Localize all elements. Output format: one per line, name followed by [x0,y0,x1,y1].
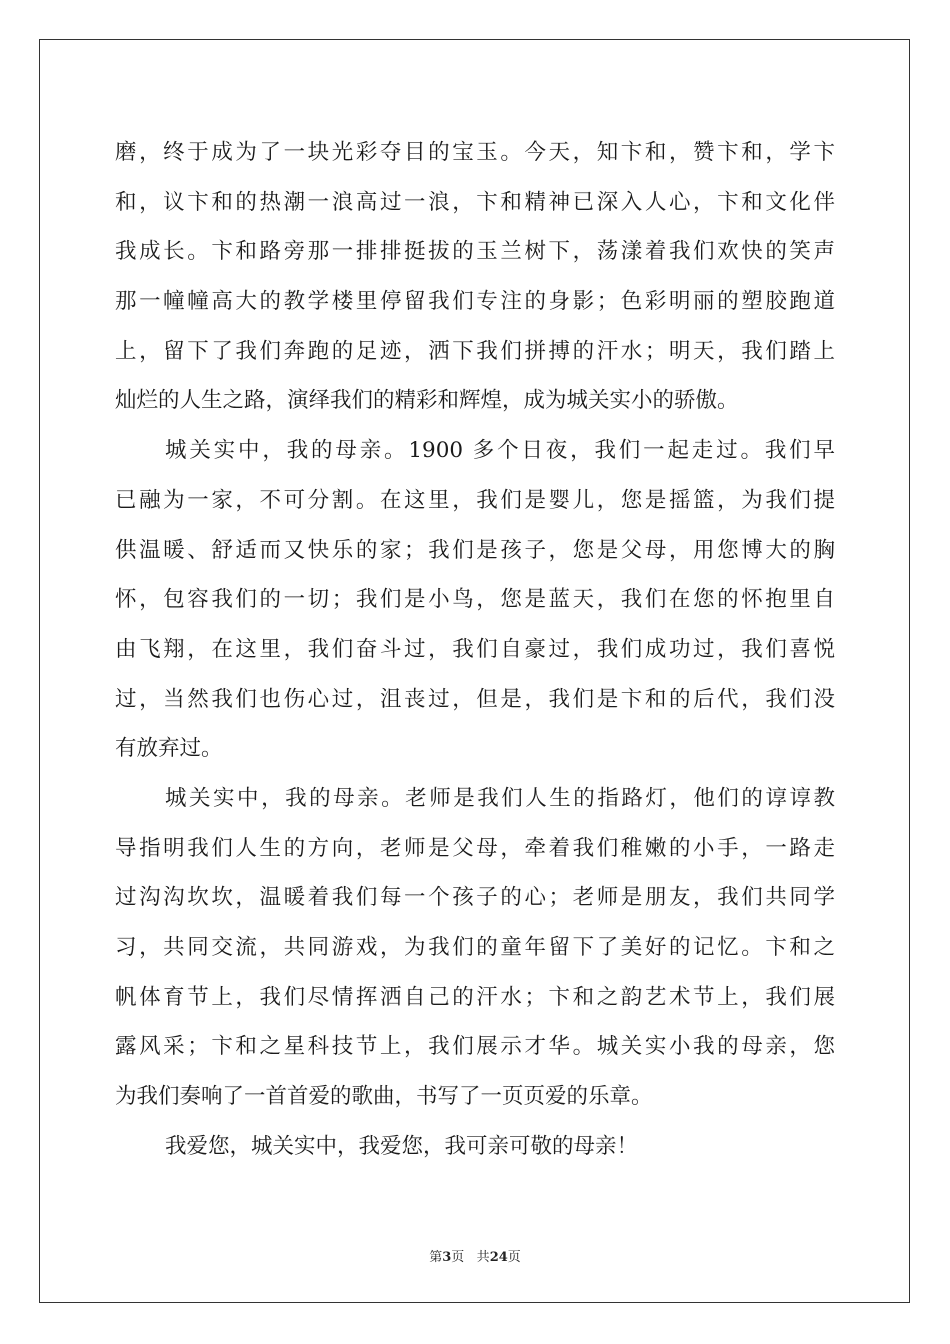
text-line: 已融为一家，不可分割。在这里，我们是婴儿，您是摇篮，为我们提 [115,487,835,513]
text-line: 习，共同交流，共同游戏，为我们的童年留下了美好的记忆。卞和之 [115,935,835,960]
text-line: 灿烂的人生之路，演绎我们的精彩和辉煌，成为城关实小的骄傲。 [115,388,739,414]
text-line: 由飞翔，在这里，我们奋斗过，我们自豪过，我们成功过，我们喜悦 [115,636,835,662]
text-line: 那一幢幢高大的教学楼里停留我们专注的身影；色彩明丽的塑胶跑道 [115,289,835,315]
text-line: 帆体育节上，我们尽情挥洒自己的汗水；卞和之韵艺术节上，我们展 [115,984,835,1010]
text-line: 露风采；卞和之星科技节上，我们展示才华。城关实小我的母亲，您 [115,1034,835,1060]
text-line: 有放弃过。 [115,736,223,762]
text-line: 导指明我们人生的方向，老师是父母，牵着我们稚嫩的小手，一路走 [115,835,835,861]
total-pages: 24 [489,1250,508,1265]
total-label: 共 [476,1250,490,1265]
page-number: 3 [442,1250,452,1265]
document-body [115,128,835,1171]
text-line: 城关实中，我的母亲。老师是我们人生的指路灯，他们的谆谆教 [165,785,835,811]
text-line: 供温暖、舒适而又快乐的家；我们是孩子，您是父母，用您博大的胸 [115,537,835,563]
page-label: 第 [429,1250,443,1265]
page-footer [0,1246,950,1265]
text-line: 过沟沟坎坎，温暖着我们每一个孩子的心；老师是朋友，我们共同学 [115,885,835,911]
text-line: 我爱您，城关实中，我爱您，我可亲可敬的母亲！ [165,1133,639,1159]
text-line: 上，留下了我们奔跑的足迹，洒下我们拼搏的汗水；明天，我们踏上 [115,338,835,364]
total-suffix: 页 [507,1250,521,1265]
text-line: 为我们奏响了一首首爱的歌曲，书写了一页页爱的乐章。 [115,1084,653,1110]
text-line: 磨，终于成为了一块光彩夺目的宝玉。今天，知卞和，赞卞和，学卞 [115,140,835,165]
page-suffix: 页 [451,1250,465,1265]
text-line: 城关实中，我的母亲。1900 多个日夜，我们一起走过。我们早 [165,438,835,464]
text-line: 怀，包容我们的一切；我们是小鸟，您是蓝天，我们在您的怀抱里自 [115,587,835,613]
text-line: 我成长。卞和路旁那一排排挺拔的玉兰树下，荡漾着我们欢快的笑声 [115,239,835,265]
text-line: 和，议卞和的热潮一浪高过一浪，卞和精神已深入人心，卞和文化伴 [115,189,835,215]
text-line: 过，当然我们也伤心过，沮丧过，但是，我们是卞和的后代，我们没 [115,686,835,712]
